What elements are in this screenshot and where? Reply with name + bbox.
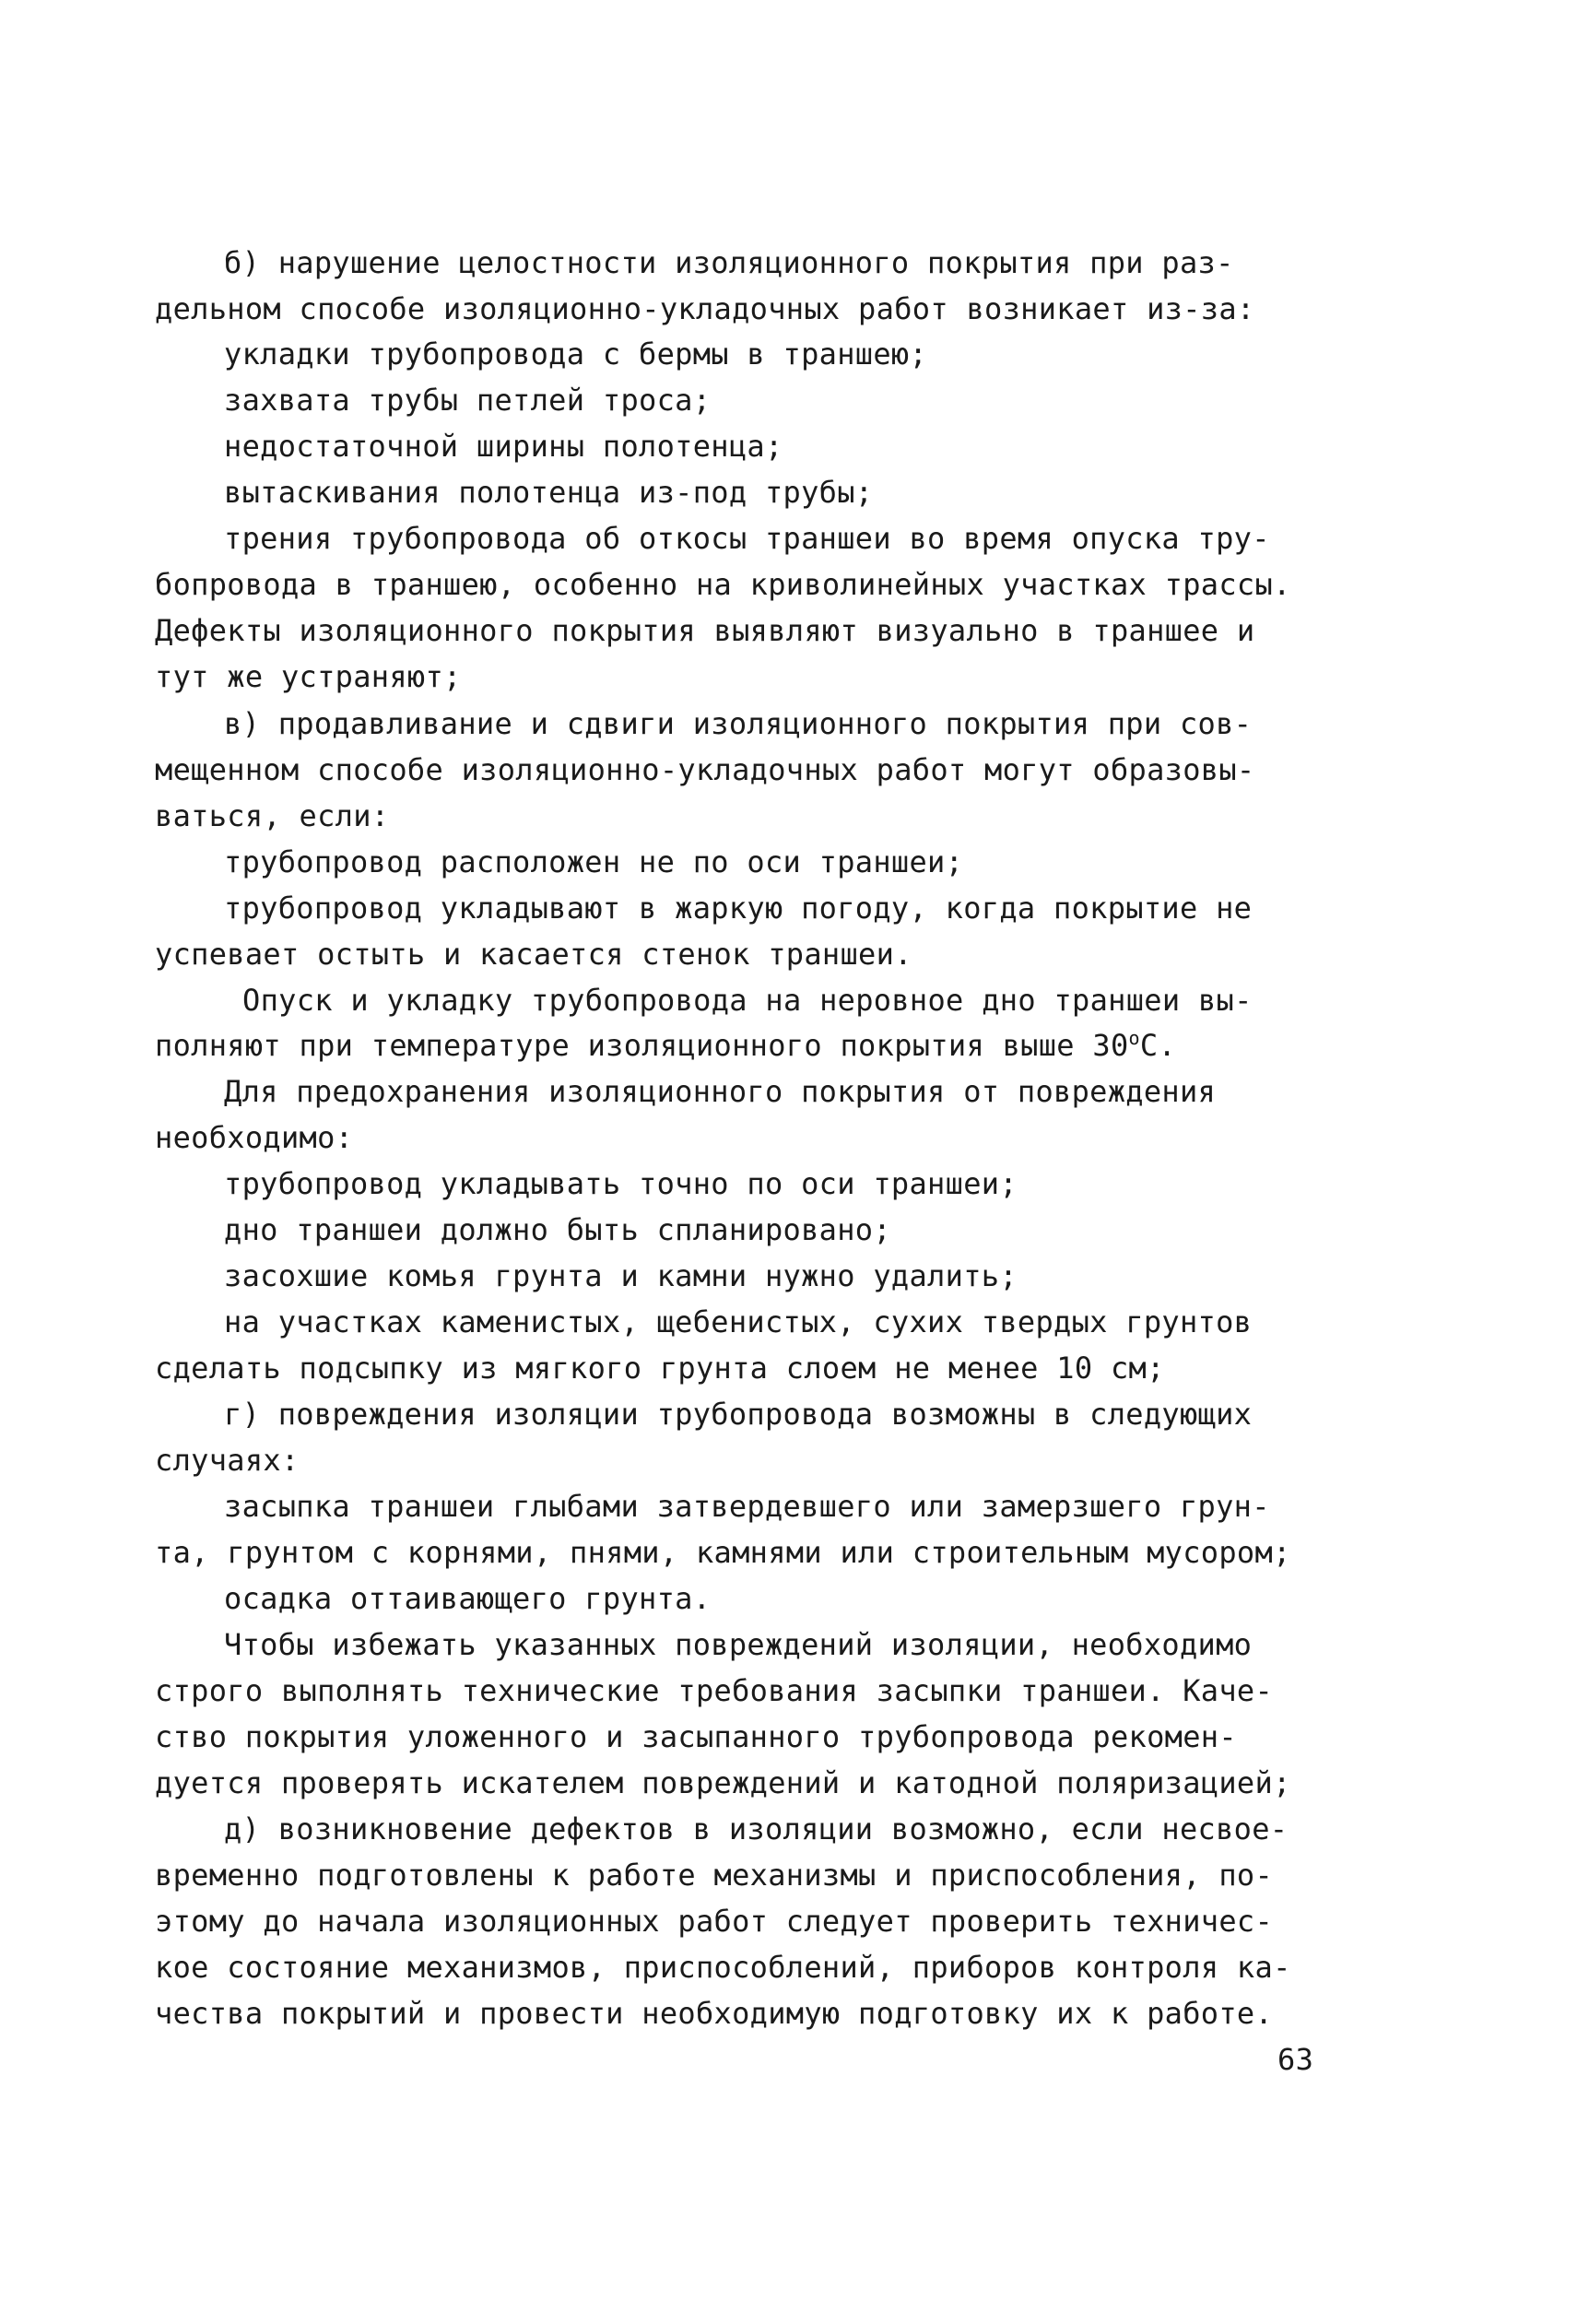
text-line: Для предохранения изоляционного покрытия от повреждения bbox=[224, 1074, 1217, 1109]
text-line: бопровода в траншею, особенно на криволинейных участках трассы. bbox=[155, 567, 1291, 602]
text-line: засыпка траншеи глыбами затвердевшего или замерзшего грун- bbox=[224, 1489, 1270, 1524]
text-line: в) продавливание и сдвиги изоляционного покрытия при сов- bbox=[224, 706, 1253, 741]
text-line: недостаточной ширины полотенца; bbox=[224, 429, 783, 464]
text-line: укладки трубопровода с бермы в траншею; bbox=[224, 336, 928, 372]
text-line: ство покрытия уложенного и засыпанного трубопровода рекомен- bbox=[155, 1719, 1237, 1754]
degree-sign: о bbox=[1128, 1027, 1140, 1049]
text-line: сделать подсыпку из мягкого грунта слоем не менее 10 см; bbox=[155, 1351, 1165, 1386]
text-line: необходимо: bbox=[155, 1120, 354, 1155]
text-line: трубопровод укладывать точно по оси траншеи; bbox=[224, 1166, 1018, 1201]
text-line: трубопровод расположен не по оси траншеи; bbox=[224, 844, 964, 879]
text-line: на участках каменистых, щебенистых, сухих твердых грунтов bbox=[224, 1304, 1253, 1339]
text-line: осадка оттаивающего грунта. bbox=[224, 1581, 712, 1616]
text-line: успевает остыть и касается стенок траншеи. bbox=[155, 937, 912, 972]
text-line: мещенном способе изоляционно-укладочных работ могут образовы- bbox=[155, 752, 1255, 787]
text-line: кое состояние механизмов, приспособлений, приборов контроля ка- bbox=[155, 1950, 1291, 1985]
text-line: этому до начала изоляционных работ следует проверить техничес- bbox=[155, 1904, 1274, 1939]
text-line: Дефекты изоляционного покрытия выявляют визуально в траншее и bbox=[155, 613, 1255, 648]
temperature-unit: С. bbox=[1139, 1028, 1177, 1063]
text-line: д) возникновение дефектов в изоляции возможно, если несвое- bbox=[224, 1811, 1289, 1846]
text-line: г) повреждения изоляции трубопровода возможны в следующих bbox=[224, 1397, 1253, 1432]
text-line: дно траншеи должно быть спланировано; bbox=[224, 1212, 891, 1247]
text-line: ваться, если: bbox=[155, 798, 390, 833]
text-line: трубопровод укладывают в жаркую погоду, когда покрытие не bbox=[224, 891, 1253, 926]
text-line-temperature bbox=[155, 1027, 1176, 1064]
text-line: захвата трубы петлей троса; bbox=[224, 383, 712, 418]
text-line: дельном способе изоляционно-укладочных работ возникает из-за: bbox=[155, 291, 1255, 326]
text-line: б) нарушение целостности изоляционного покрытия при раз- bbox=[224, 245, 1234, 280]
text-line-body: полняют при температуре изоляционного покрытия выше 30 bbox=[155, 1028, 1129, 1063]
text-line: строго выполнять технические требования засыпки траншеи. Каче- bbox=[155, 1673, 1274, 1708]
text-line: чества покрытий и провести необходимую подготовку их к работе. bbox=[155, 1996, 1274, 2031]
text-line: случаях: bbox=[155, 1443, 300, 1478]
text-line: временно подготовлены к работе механизмы и приспособления, по- bbox=[155, 1858, 1274, 1893]
page-number: 63 bbox=[1277, 2042, 1314, 2077]
text-line: тут же устраняют; bbox=[155, 659, 462, 694]
text-line: вытаскивания полотенца из-под трубы; bbox=[224, 475, 874, 510]
text-line: засохшие комья грунта и камни нужно удалить; bbox=[224, 1258, 1018, 1293]
text-line: та, грунтом с корнями, пнями, камнями или строительным мусором; bbox=[155, 1535, 1291, 1570]
text-line: Опуск и укладку трубопровода на неровное дно траншеи вы- bbox=[242, 983, 1253, 1018]
text-line: трения трубопровода об откосы траншеи во время опуска тру- bbox=[224, 521, 1270, 556]
text-line: Чтобы избежать указанных повреждений изоляции, необходимо bbox=[224, 1627, 1253, 1662]
text-line: дуется проверять искателем повреждений и катодной поляризацией; bbox=[155, 1765, 1291, 1800]
